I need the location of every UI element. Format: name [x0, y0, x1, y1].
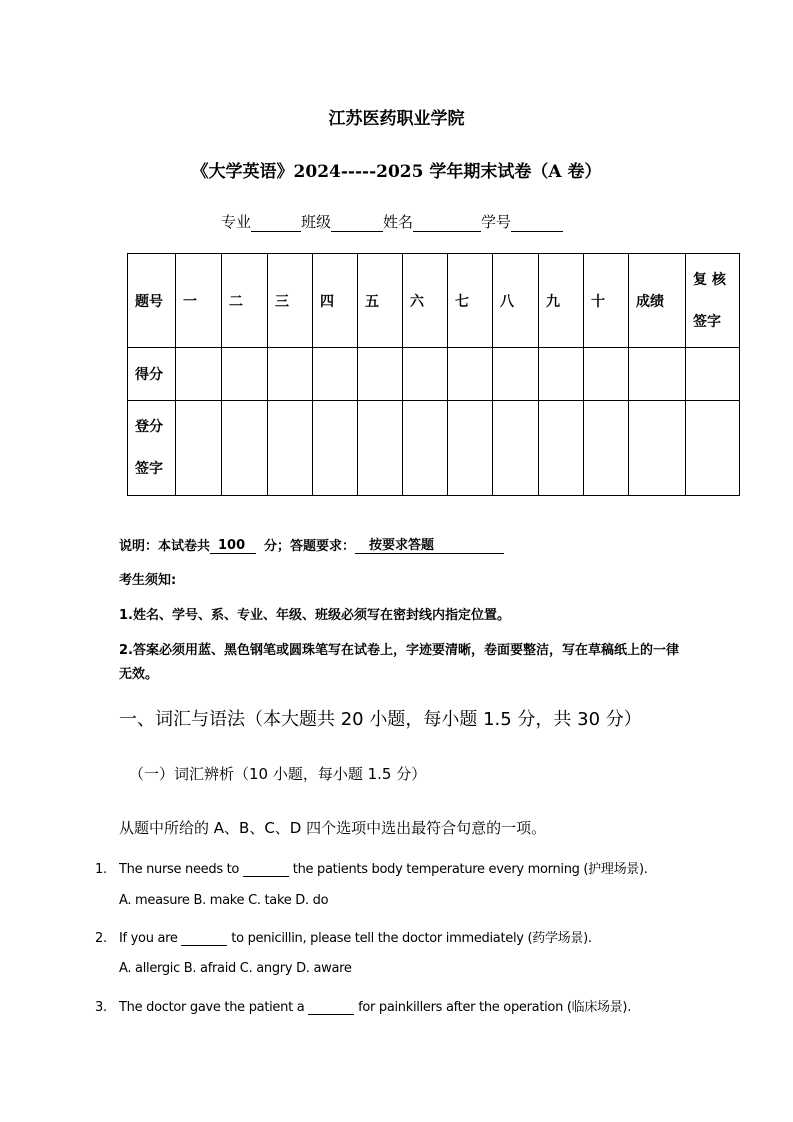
requirement: 按要求答题	[355, 534, 504, 554]
notice-title: 考生须知:	[119, 573, 177, 588]
header-cell: 二	[222, 254, 268, 348]
answer-blank[interactable]	[308, 1002, 354, 1015]
section-title: 一、词汇与语法（本大题共 20 小题，每小题 1.5 分，共 30 分）	[119, 709, 642, 730]
instructions: 从题中所给的 A、B、C、D 四个选项中选出最符合句意的一项。	[119, 819, 547, 837]
notice-item: 2.答案必须用蓝、黑色钢笔或圆珠笔写在试卷上，字迹要清晰，卷面要整洁，写在草稿纸上的一律无效。	[119, 643, 679, 682]
score-table	[127, 253, 740, 496]
row-label: 得分	[128, 348, 176, 401]
sign-cell[interactable]	[539, 401, 584, 496]
question-text: If you are	[119, 931, 178, 946]
question-text: to penicillin, please tell the doctor immediately (药学场景).	[231, 931, 592, 946]
sign-cell[interactable]	[493, 401, 539, 496]
question-text: The nurse needs to	[119, 862, 240, 877]
sign-cell[interactable]	[448, 401, 493, 496]
score-cell[interactable]	[268, 348, 313, 401]
options: A. measure B. make C. take D. do	[119, 893, 329, 908]
sign-cell[interactable]	[584, 401, 629, 496]
sign-cell[interactable]	[403, 401, 448, 496]
class-blank[interactable]	[331, 215, 383, 232]
sign-cell[interactable]	[686, 401, 740, 496]
header-cell: 四	[313, 254, 358, 348]
score-cell[interactable]	[176, 348, 222, 401]
score-cell[interactable]	[448, 348, 493, 401]
sign-cell[interactable]	[222, 401, 268, 496]
question-text: The doctor gave the patient a	[119, 1000, 305, 1015]
school-name: 江苏医药职业学院	[328, 109, 465, 129]
header-cell: 九	[539, 254, 584, 348]
field-label: 班级	[301, 213, 332, 231]
sign-cell[interactable]	[358, 401, 403, 496]
header-cell: 十	[584, 254, 629, 348]
sign-cell[interactable]	[268, 401, 313, 496]
sign-cell[interactable]	[176, 401, 222, 496]
field-label: 姓名	[383, 213, 414, 231]
question	[95, 927, 592, 946]
question-number: 2.	[95, 931, 107, 946]
options: A. allergic B. afraid C. angry D. aware	[119, 961, 352, 976]
question	[95, 858, 648, 877]
notice-item: 1.姓名、学号、系、专业、年级、班级必须写在密封线内指定位置。	[119, 608, 510, 623]
total-score: 100	[210, 538, 256, 554]
sign-cell[interactable]	[313, 401, 358, 496]
header-cell: 五	[358, 254, 403, 348]
score-cell[interactable]	[629, 348, 686, 401]
question-text: for painkillers after the operation (临床场景).	[358, 1000, 632, 1015]
exam-description	[119, 534, 504, 554]
answer-blank[interactable]	[181, 933, 227, 946]
row-label: 登分 签字	[128, 401, 176, 496]
header-cell: 复 核 签字	[686, 254, 740, 348]
name-blank[interactable]	[413, 215, 481, 232]
score-cell[interactable]	[358, 348, 403, 401]
score-cell[interactable]	[584, 348, 629, 401]
desc-text: 说明：本试卷共	[119, 539, 211, 554]
score-cell[interactable]	[686, 348, 740, 401]
header-cell: 八	[493, 254, 539, 348]
score-cell[interactable]	[493, 348, 539, 401]
question-text: the patients body temperature every morning (护理场景).	[292, 862, 648, 877]
header-cell: 三	[268, 254, 313, 348]
header-cell: 题号	[128, 254, 176, 348]
exam-title: 《大学英语》2024-----2025 学年期末试卷（A 卷）	[191, 162, 602, 182]
student-info-line	[221, 211, 563, 232]
score-cell[interactable]	[539, 348, 584, 401]
header-cell: 七	[448, 254, 493, 348]
score-cell[interactable]	[313, 348, 358, 401]
score-cell[interactable]	[403, 348, 448, 401]
major-blank[interactable]	[251, 215, 301, 232]
id-blank[interactable]	[511, 215, 563, 232]
score-cell[interactable]	[222, 348, 268, 401]
subsection-title: （一）词汇辨析（10 小题，每小题 1.5 分）	[129, 765, 427, 783]
question	[95, 996, 631, 1015]
header-cell: 一	[176, 254, 222, 348]
desc-text: 分；答题要求：	[264, 539, 356, 554]
question-number: 1.	[95, 862, 107, 877]
field-label: 专业	[221, 213, 252, 231]
header-cell: 成绩	[629, 254, 686, 348]
question-number: 3.	[95, 1000, 107, 1015]
answer-blank[interactable]	[243, 864, 289, 877]
field-label: 学号	[481, 213, 512, 231]
sign-cell[interactable]	[629, 401, 686, 496]
header-cell: 六	[403, 254, 448, 348]
